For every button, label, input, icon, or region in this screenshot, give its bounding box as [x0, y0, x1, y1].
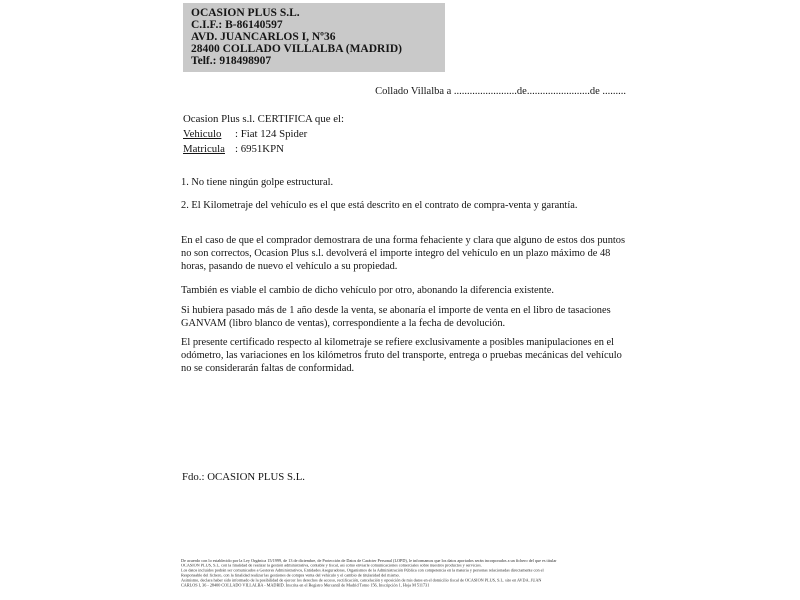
certified-point-2: 2. El Kilometraje del vehículo es el que está descrito en el contrato de compra-venta y garantía. — [181, 200, 578, 211]
fine-print-line-4: Responsable del fichero, con la finalidad realizar las gestiones de compra venta del vehículo y el cambio de titularidad del mismo. — [181, 573, 400, 578]
paragraph-ganvam-valuation: Si hubiera pasado más de 1 año desde la venta, se abonaría el importe de venta en el libro de tasaciones GANVAM (libro blanco de ventas), correspondiente a la fecha de devolución. — [181, 305, 611, 330]
vehicle-field — [183, 127, 629, 142]
signature-line: Fdo.: OCASION PLUS S.L. — [182, 471, 305, 483]
legal-fine-print — [181, 559, 623, 588]
paragraph-refund-terms: En el caso de que el comprador demostrara de una forma fehaciente y clara que alguno de estos dos puntos no son correctos, Ocasion Plus s.l. devolverá el importe integro del vehículo en un plazo máximo de 48 horas, pasando de nuevo el vehículo a su propiedad. — [181, 235, 626, 273]
company-phone: Telf.: 918498907 — [191, 55, 272, 67]
vehicle-value: : Fiat 124 Spider — [235, 128, 308, 140]
plate-value: : 6951KPN — [235, 143, 284, 155]
fine-print-line-3: Los datos incluidos podrán ser comunicados a Gestores Administrativos, Entidades Aseguradoras, Organismos de la Administración Pública con competencia en la materia y personas relacionadas directamente con el — [181, 568, 544, 573]
vehicle-label: Vehiculo — [183, 128, 222, 140]
fine-print-line-2: OCASIÓN PLUS, S.L. con la finalidad de realizar la gestión administrativa, contable y fiscal, así como enviarle comunicaciones comerciales sobre nuestros productos y servicios. — [181, 563, 482, 569]
company-cif: C.I.F.: B-86140597 — [191, 19, 283, 31]
company-letterhead — [183, 3, 445, 72]
certification-block — [183, 112, 629, 157]
company-city: 28400 COLLADO VILLALBA (MADRID) — [191, 43, 402, 55]
certified-point-1: 1. No tiene ningún golpe estructural. — [181, 177, 334, 188]
fine-print-line-6: CARLOS I, 36 - 28400 COLLADO VILLALBA - MADRID. Inscrita en el Registro Mercantil de Madrid Tomo 156, Inscripción 1, Hoja M 511731 — [181, 583, 430, 588]
paragraph-exchange-option: También es viable el cambio de dicho vehículo por otro, abonando la diferencia existente. — [181, 285, 554, 296]
paragraph-mileage-disclaimer: El presente certificado respecto al kilometraje se refiere exclusivamente a posibles manipulaciones en el odómetro, las variaciones en los kilómetros fruto del transporte, entrega o pruebas mecánicas del vehículo no se considerarán faltas de conformidad. — [181, 337, 622, 375]
fine-print-line-5: Asimismo, declara haber sido informado de la posibilidad de ejercer los derechos de acceso, rectificación, cancelación y oposición de mis datos en el domicilio fiscal de OCASIÓN PLUS, S.L. sito en AVDA. JUAN — [181, 578, 542, 583]
date-line: Collado Villalba a ........................de........................de ......... — [375, 86, 626, 97]
fine-print-line-1: De acuerdo con lo establecido por la Ley Orgánica 15/1999, de 13 de diciembre, de Protección de Datos de Carácter Personal (LOPD), le informamos que los datos aportados serán incorporados a un fichero del que es titular — [181, 559, 557, 564]
company-address: AVD. JUANCARLOS I, Nº36 — [191, 31, 336, 43]
company-name: OCASION PLUS S.L. — [191, 7, 300, 19]
plate-field — [183, 142, 629, 157]
certification-intro: Ocasion Plus s.l. CERTIFICA que el: — [183, 113, 345, 125]
plate-label: Matricula — [183, 143, 225, 155]
